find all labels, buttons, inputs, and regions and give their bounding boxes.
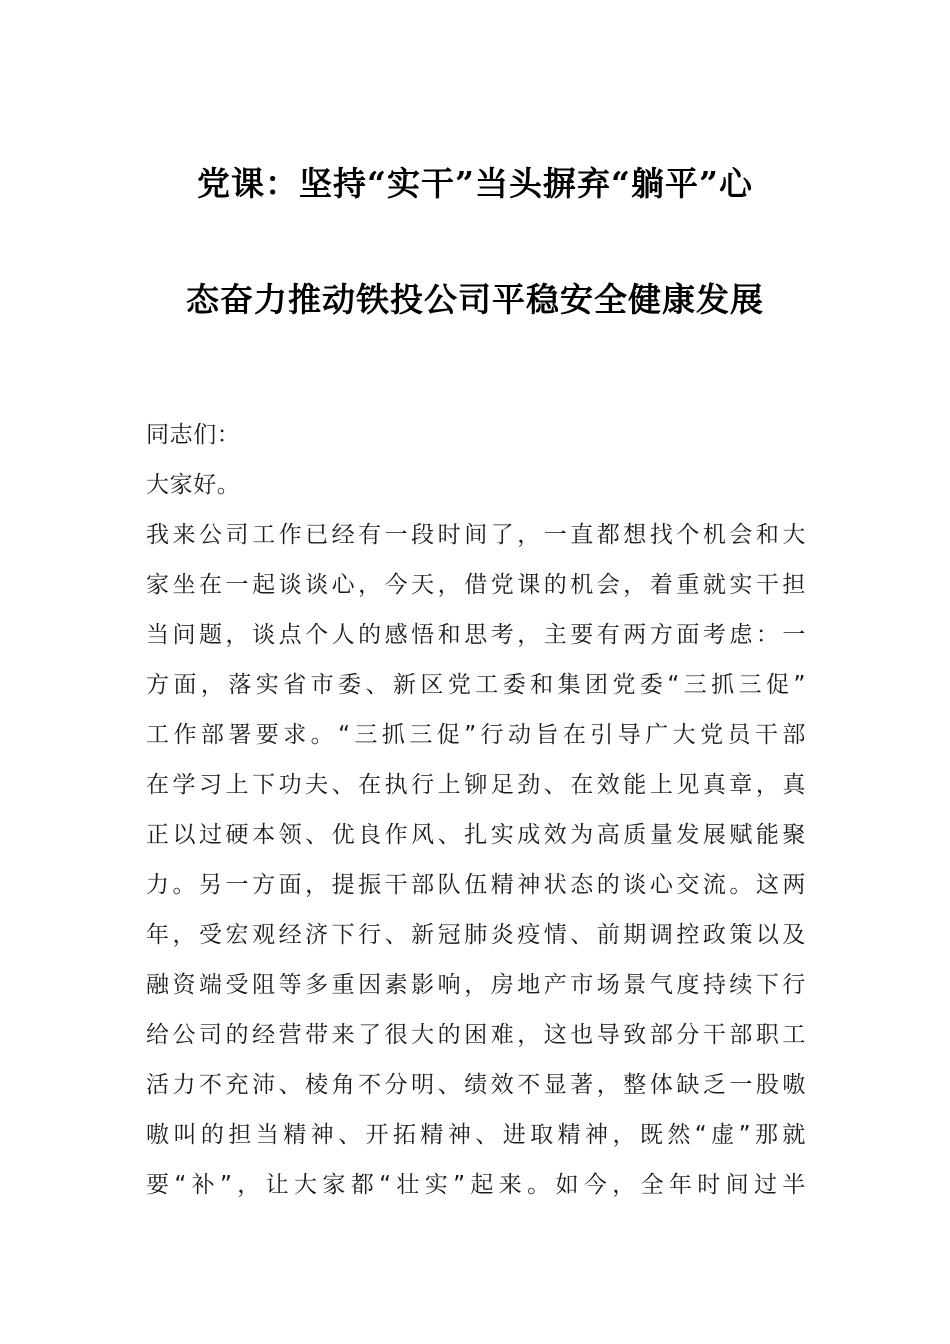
document-title-line-1: 党课：坚持“实干”当头摒弃“躺平”心 <box>197 164 753 203</box>
paragraph-line: 年，受宏观经济下行、新冠肺炎疫情、前期调控政策以及 <box>146 922 806 948</box>
paragraph-line: 我来公司工作已经有一段时间了，一直都想找个机会和大 <box>146 522 806 548</box>
paragraph-line: 嗷叫的担当精神、开拓精神、进取精神，既然“虚”那就 <box>146 1122 806 1148</box>
paragraph-line: 当问题，谈点个人的感悟和思考，主要有两方面考虑：一 <box>146 622 806 648</box>
greeting: 大家好。 <box>146 472 241 498</box>
document-title-line-2: 态奋力推动铁投公司平稳安全健康发展 <box>186 280 764 319</box>
paragraph-line: 方面，落实省市委、新区党工委和集团党委“三抓三促” <box>146 672 806 698</box>
paragraph-line: 家坐在一起谈谈心，今天，借党课的机会，着重就实干担 <box>146 572 806 598</box>
paragraph-line: 正以过硬本领、优良作风、扎实成效为高质量发展赋能聚 <box>146 822 806 848</box>
paragraph-line: 给公司的经营带来了很大的困难，这也导致部分干部职工 <box>146 1022 806 1048</box>
paragraph-line: 在学习上下功夫、在执行上铆足劲、在效能上见真章，真 <box>146 772 806 798</box>
paragraph-line: 力。另一方面，提振干部队伍精神状态的谈心交流。这两 <box>146 872 806 898</box>
salutation: 同志们： <box>146 422 241 448</box>
paragraph-line: 活力不充沛、棱角不分明、绩效不显著，整体缺乏一股嗷 <box>146 1072 806 1098</box>
paragraph-line: 要“补”，让大家都“壮实”起来。如今，全年时间过半 <box>146 1172 806 1198</box>
paragraph-line: 融资端受阻等多重因素影响，房地产市场景气度持续下行 <box>146 972 806 998</box>
paragraph-line: 工作部署要求。“三抓三促”行动旨在引导广大党员干部 <box>146 722 806 748</box>
